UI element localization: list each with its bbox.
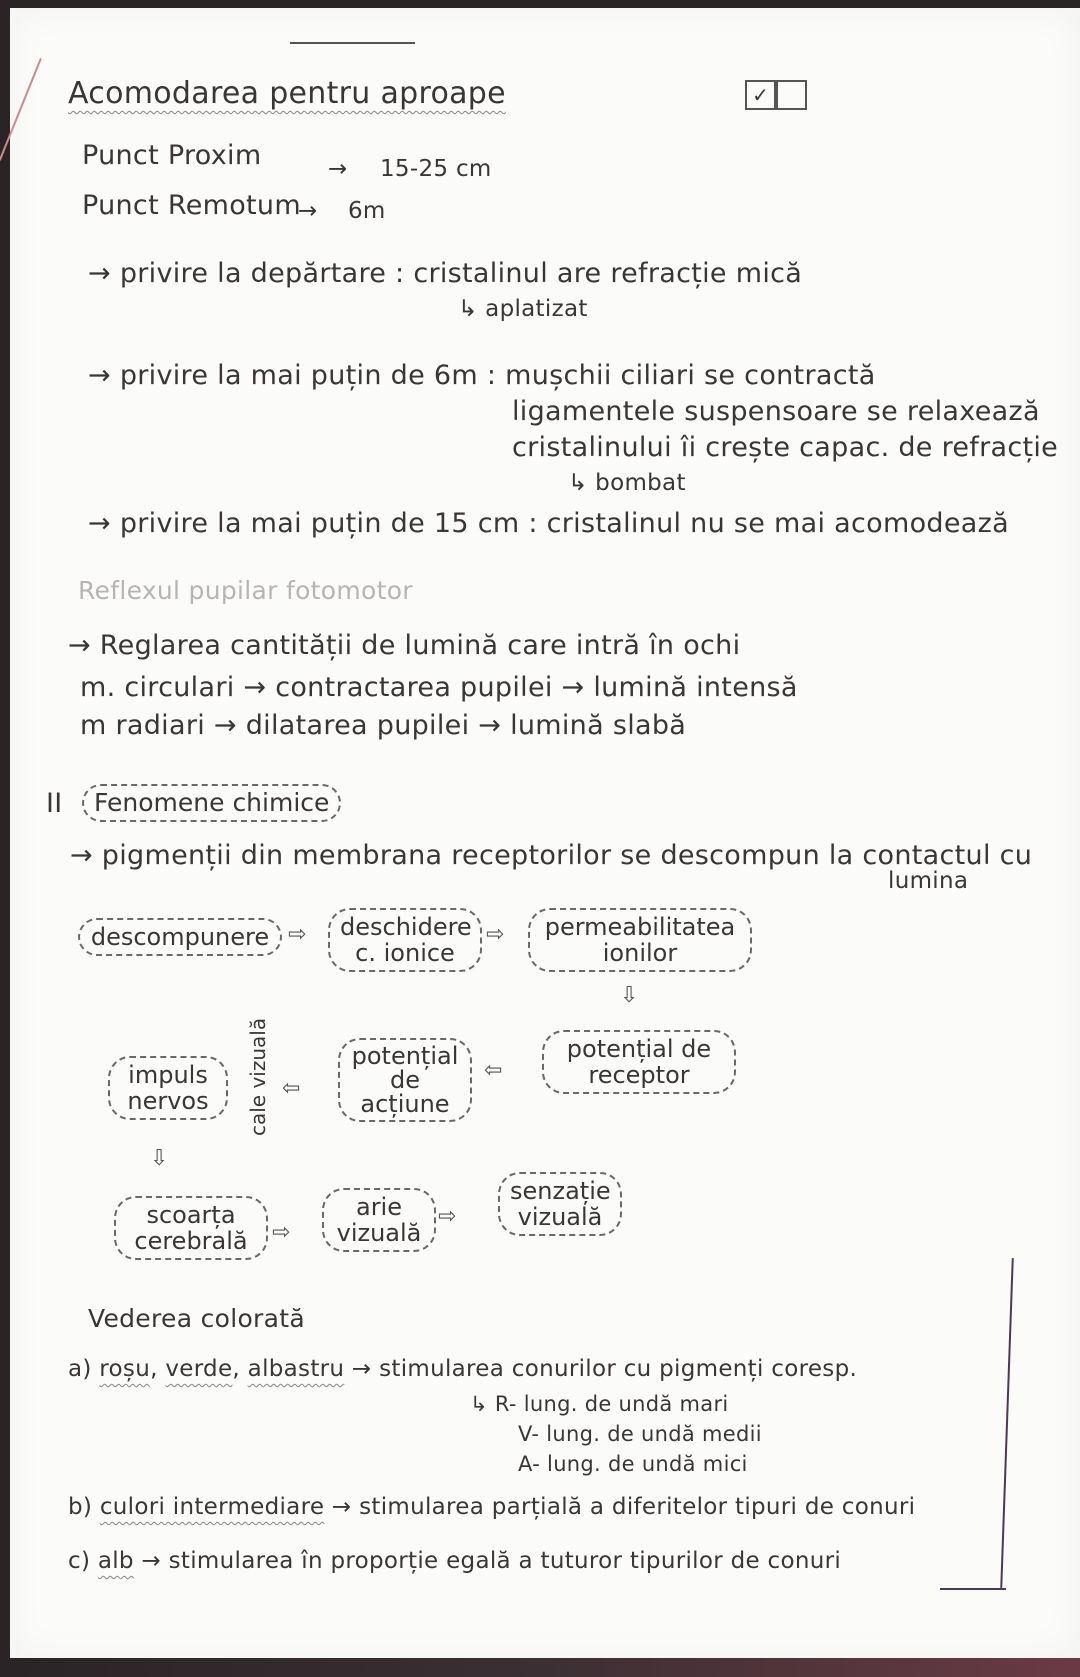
flow-node-deschidere: deschidere c. ionice [328, 908, 482, 972]
section-title-acomodare: Acomodarea pentru aproape [68, 76, 506, 111]
punct-proxim-value: 15-25 cm [380, 156, 492, 182]
checkbox-icon [745, 80, 807, 110]
faint-heading-reflex: Reflexul pupilar fotomotor [78, 576, 413, 605]
arrow-left-icon: ⇦ [282, 1076, 301, 1101]
note-sub-a: A- lung. de undă mici [518, 1452, 748, 1476]
note-line-cont: cristalinului îi crește capac. de refracție [512, 432, 1059, 463]
note-line-b: b) culori intermediare → stimularea parțială a diferitelor tipuri de conuri [68, 1494, 916, 1520]
check-mark-icon: ✓ [745, 80, 776, 110]
flow-node-potential-actiune: potențial de acțiune [338, 1038, 472, 1122]
note-line: → pigmenții din membrana receptorilor se descompun la contactul cu [70, 840, 1033, 871]
punct-proxim-label: Punct Proxim [82, 140, 262, 171]
punct-remotum-value: 6m [348, 198, 386, 224]
flow-node-potential-receptor: potențial de receptor [542, 1030, 736, 1094]
section-title-fenomene: Fenomene chimice [82, 784, 341, 822]
arrow-right-icon: ⇨ [486, 922, 505, 947]
flow-node-descompunere: descompunere [78, 918, 282, 956]
empty-box-icon [776, 80, 807, 110]
flow-node-arie-vizuala: arie vizuală [322, 1188, 436, 1252]
arrow-down-icon: ⇩ [150, 1146, 169, 1171]
arrow-right-icon: ⇨ [288, 922, 307, 947]
section-title-vederea-colorata: Vederea colorată [88, 1304, 305, 1333]
flow-node-senzatie-vizuala: senzație vizuală [498, 1172, 622, 1236]
bracket-line [940, 1588, 1006, 1590]
punct-remotum-label: Punct Remotum [82, 190, 301, 221]
desk-background [0, 1658, 1080, 1677]
note-line: → privire la mai puțin de 15 cm : cristalinul nu se mai acomodează [88, 508, 1009, 539]
note-line-cont: lumina [888, 868, 969, 894]
flow-node-permeabilitate: permeabilitatea ionilor [528, 908, 752, 972]
note-line: m. circulari → contractarea pupilei → lumină intensă [80, 672, 798, 703]
note-line: → privire la mai puțin de 6m : mușchii ciliari se contractă [88, 360, 876, 391]
arrow-right-icon: ⇨ [438, 1204, 457, 1229]
note-line-a: a) roșu, verde, albastru → stimularea conurilor cu pigmenți coresp. [68, 1356, 858, 1382]
margin-mark [0, 58, 42, 161]
note-line: → Reglarea cantității de lumină care intră în ochi [68, 630, 741, 661]
arrow-icon: → [298, 198, 318, 224]
roman-numeral: II [46, 788, 63, 819]
bracket-line [1000, 1258, 1014, 1588]
flow-node-impuls-nervos: impuls nervos [108, 1056, 228, 1120]
arrow-icon: → [328, 156, 348, 182]
note-sub-aplatizat: ↳ aplatizat [458, 296, 588, 322]
note-sub-v: V- lung. de undă medii [518, 1422, 762, 1446]
note-line: m radiari → dilatarea pupilei → lumină slabă [80, 710, 687, 741]
note-line-c: c) alb → stimularea în proporție egală a tuturor tipurilor de conuri [68, 1548, 842, 1574]
flow-node-scoarta-cerebrala: scoarța cerebrală [114, 1196, 268, 1260]
note-line: → privire la depărtare : cristalinul are refracție mică [88, 258, 803, 289]
vertical-label-cale-vizuala: cale vizuală [246, 1017, 270, 1136]
top-rule [290, 42, 415, 44]
arrow-down-icon: ⇩ [620, 983, 639, 1008]
note-sub-bombat: ↳ bombat [568, 470, 686, 496]
arrow-right-icon: ⇨ [272, 1220, 291, 1245]
arrow-left-icon: ⇦ [484, 1058, 503, 1083]
note-line-cont: ligamentele suspensoare se relaxează [512, 396, 1040, 427]
note-sub-r: ↳ R- lung. de undă mari [470, 1392, 729, 1416]
notebook-page [10, 8, 1080, 1658]
